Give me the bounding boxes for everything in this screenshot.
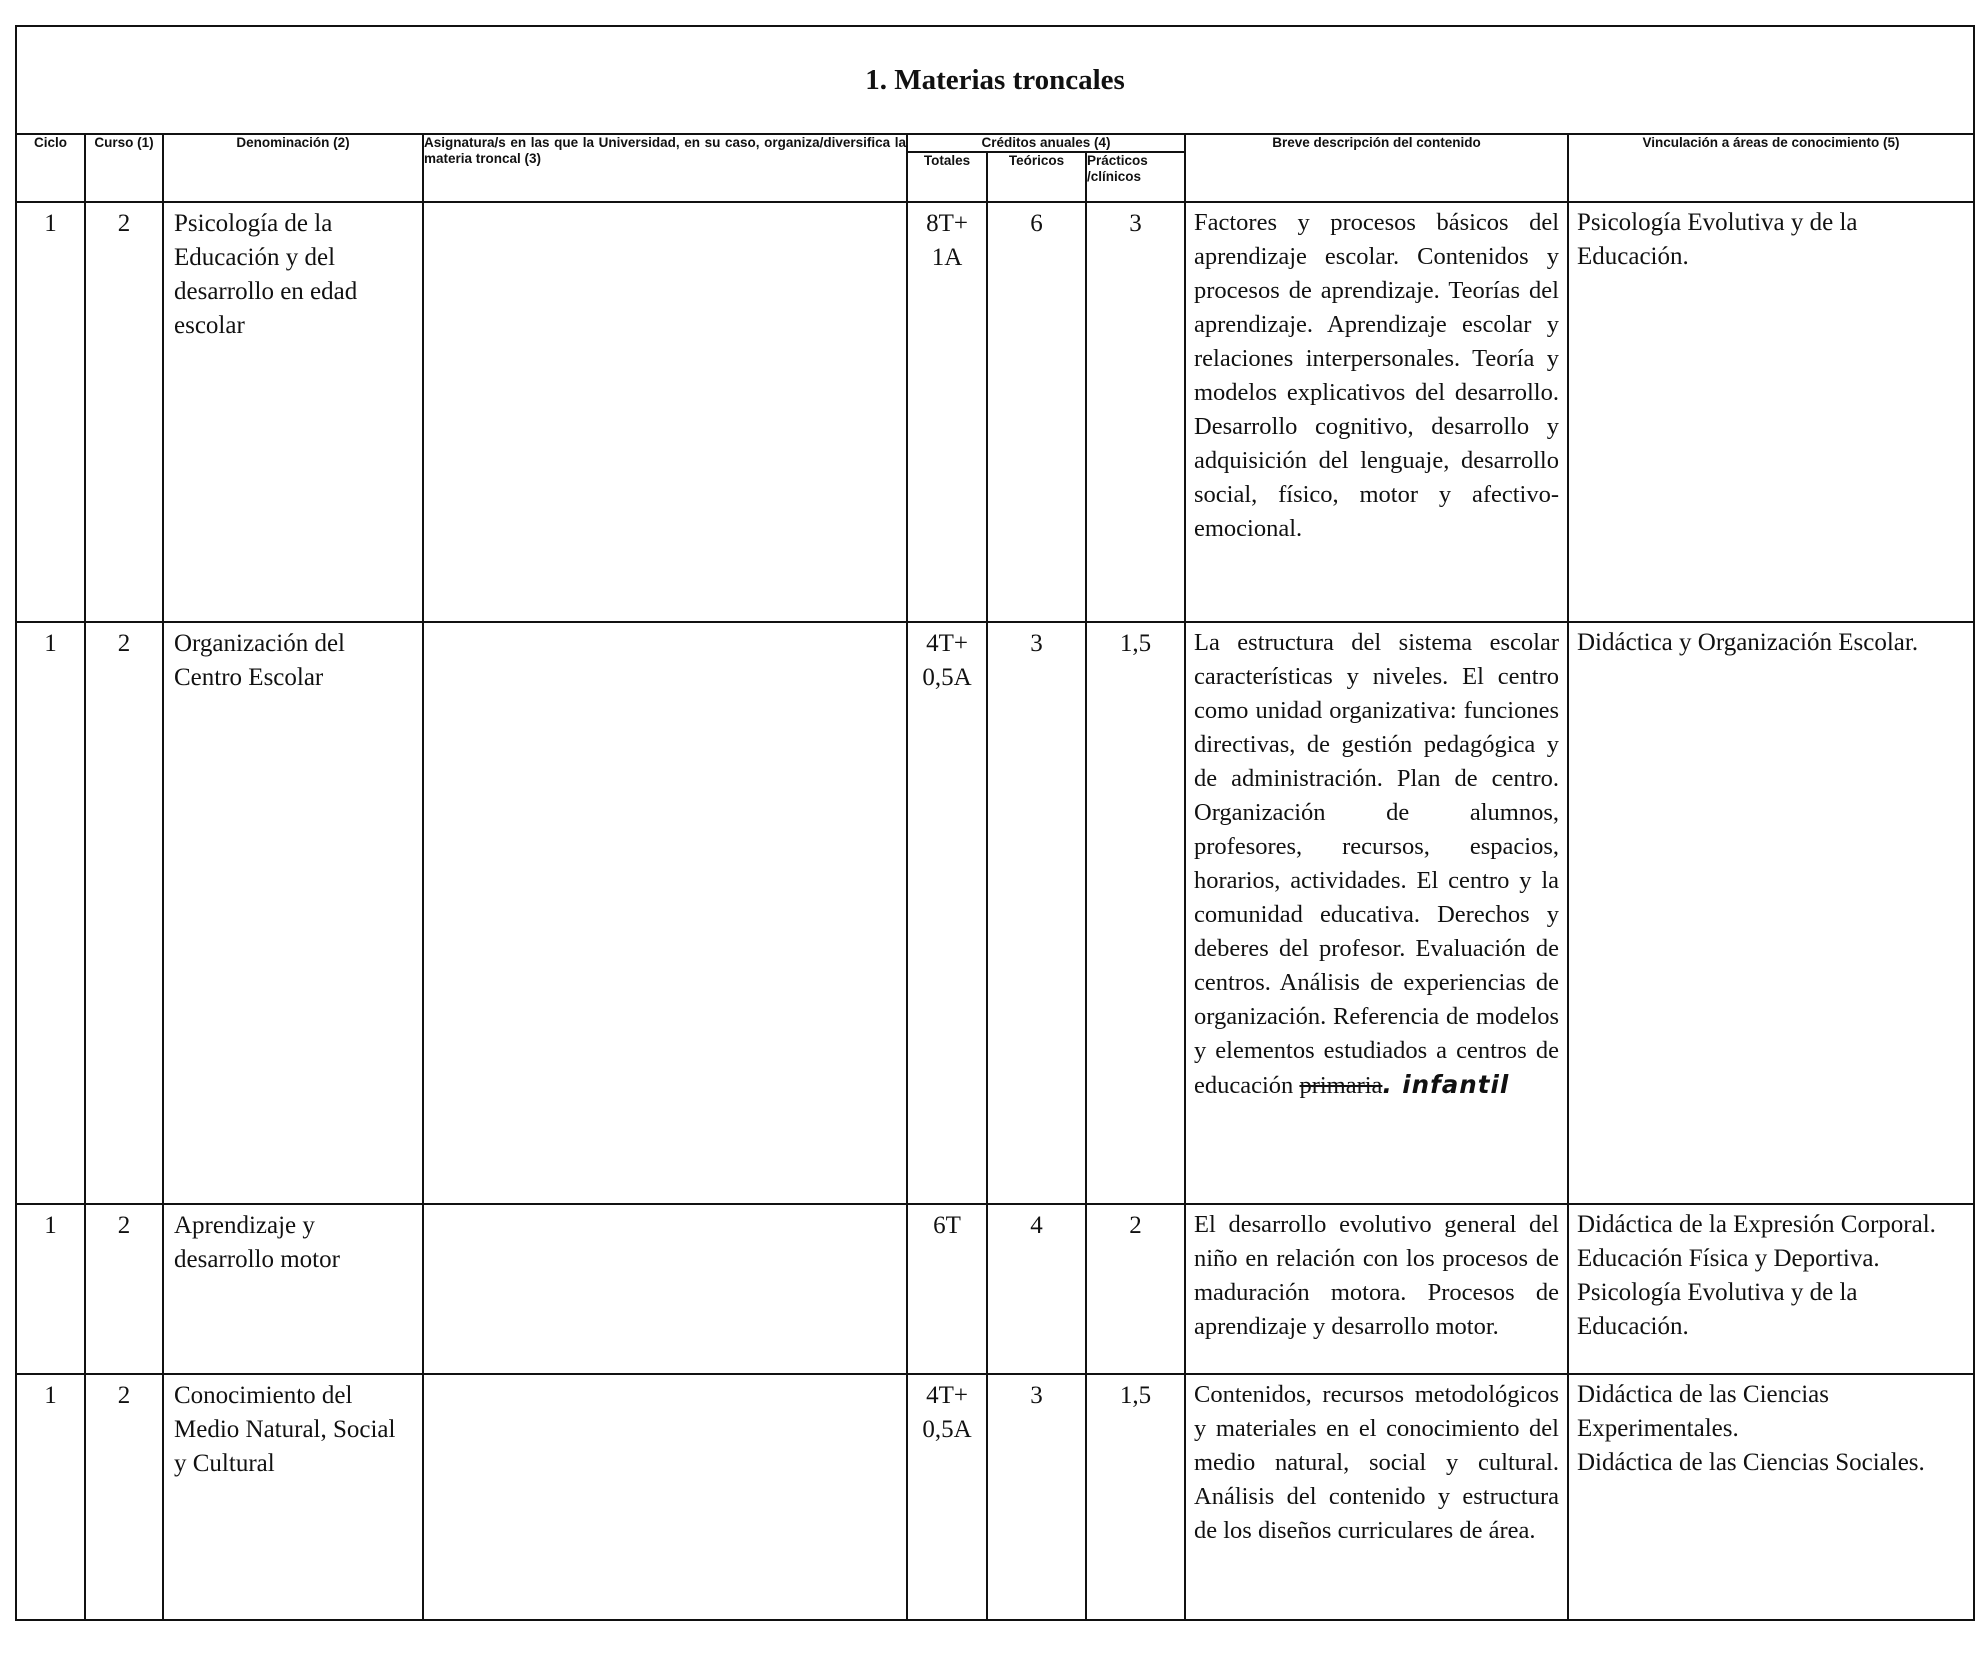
header-descripcion: Breve descripción del contenido: [1185, 134, 1568, 202]
cell-denominacion: Conocimiento del Medio Natural, Social y Cultural: [163, 1374, 423, 1620]
cell-curso: 2: [85, 622, 163, 1204]
header-ciclo: Ciclo: [16, 134, 85, 202]
cell-teoricos: 3: [987, 622, 1086, 1204]
cell-ciclo: 1: [16, 202, 85, 622]
cell-vinculacion: [1568, 202, 1974, 622]
cell-totales: 4T+ 0,5A: [907, 1374, 987, 1620]
cell-totales: 4T+ 0,5A: [907, 622, 987, 1204]
vinculacion-area: Didáctica de la Expresión Corporal.: [1577, 1211, 1936, 1238]
table-row: [16, 202, 1974, 622]
header-denominacion: Denominación (2): [163, 134, 423, 202]
cell-practicos: 2: [1086, 1204, 1185, 1374]
cell-asignaturas: [423, 1204, 907, 1374]
cell-teoricos: 6: [987, 202, 1086, 622]
cell-curso: 2: [85, 1204, 163, 1374]
cell-denominacion: Aprendizaje y desarrollo motor: [163, 1204, 423, 1374]
vinculacion-area: Didáctica de las Ciencias Experimentales.: [1577, 1381, 1829, 1442]
vinculacion-area: Educación Física y Deportiva.: [1577, 1245, 1880, 1272]
vinculacion-area: Psicología Evolutiva y de la Educación.: [1577, 209, 1858, 270]
cell-practicos: 1,5: [1086, 1374, 1185, 1620]
cell-vinculacion: [1568, 1374, 1974, 1620]
cell-vinculacion: [1568, 622, 1974, 1204]
header-teoricos: Teóricos: [987, 152, 1086, 202]
cell-practicos: 3: [1086, 202, 1185, 622]
cell-teoricos: 3: [987, 1374, 1086, 1620]
vinculacion-area: Didáctica y Organización Escolar.: [1577, 629, 1919, 656]
cell-asignaturas: [423, 202, 907, 622]
header-totales: Totales: [907, 152, 987, 202]
cell-descripcion: Contenidos, recursos metodológicos y materiales en el conocimiento del medio natural, social y cultural. Análisis del contenido y estructura de los diseños curriculares de área.: [1185, 1374, 1568, 1620]
cell-vinculacion: [1568, 1204, 1974, 1374]
header-row: [16, 134, 1974, 152]
handwritten-annotation: . infantil: [1382, 1070, 1510, 1099]
cell-totales: 8T+ 1A: [907, 202, 987, 622]
cell-totales: 6T: [907, 1204, 987, 1374]
vinculacion-area: Psicología Evolutiva y de la Educación.: [1577, 1279, 1858, 1340]
cell-asignaturas: [423, 1374, 907, 1620]
cell-asignaturas: [423, 622, 907, 1204]
materias-troncales-table: [15, 25, 1975, 1621]
cell-ciclo: 1: [16, 1204, 85, 1374]
vinculacion-area: Didáctica de las Ciencias Sociales.: [1577, 1449, 1925, 1476]
table-row: [16, 1374, 1974, 1620]
cell-curso: 2: [85, 1374, 163, 1620]
struck-text: primaria: [1299, 1072, 1383, 1099]
descripcion-text: La estructura del sistema escolar características y niveles. El centro como unidad organizativa: funciones directivas, de gestión pedagógica y de administración. Plan de centro. Organización de alumnos, profesores, recursos, espacios, horarios, actividades. El centro y la comunidad educativa. Derechos y deberes del profesor. Evaluación de centros. Análisis de experiencias de organización. Referencia de modelos y elementos estudiados a centros de educación: [1194, 629, 1559, 1099]
cell-practicos: 1,5: [1086, 622, 1185, 1204]
table-row: [16, 622, 1974, 1204]
cell-descripcion: Factores y procesos básicos del aprendizaje escolar. Contenidos y procesos de aprendizaje. Teorías del aprendizaje. Aprendizaje escolar y relaciones interpersonales. Teoría y modelos explicativos del desarrollo. Desarrollo cognitivo, desarrollo y adquisición del lenguaje, desarrollo social, físico, motor y afectivo-emocional.: [1185, 202, 1568, 622]
cell-curso: 2: [85, 202, 163, 622]
cell-descripcion: [1185, 622, 1568, 1204]
cell-teoricos: 4: [987, 1204, 1086, 1374]
cell-ciclo: 1: [16, 622, 85, 1204]
header-curso: Curso (1): [85, 134, 163, 202]
cell-denominacion: Organización del Centro Escolar: [163, 622, 423, 1204]
header-vinculacion: Vinculación a áreas de conocimiento (5): [1568, 134, 1974, 202]
header-creditos: Créditos anuales (4): [907, 134, 1185, 152]
cell-denominacion: Psicología de la Educación y del desarrollo en edad escolar: [163, 202, 423, 622]
cell-descripcion: El desarrollo evolutivo general del niño en relación con los procesos de maduración motora. Procesos de aprendizaje y desarrollo motor.: [1185, 1204, 1568, 1374]
cell-ciclo: 1: [16, 1374, 85, 1620]
table-title: 1. Materias troncales: [16, 26, 1974, 134]
table-row: [16, 1204, 1974, 1374]
header-asignaturas: Asignatura/s en las que la Universidad, en su caso, organiza/diversifica la materia troncal (3): [423, 134, 907, 202]
header-practicos: Prácticos /clínicos: [1086, 152, 1185, 202]
